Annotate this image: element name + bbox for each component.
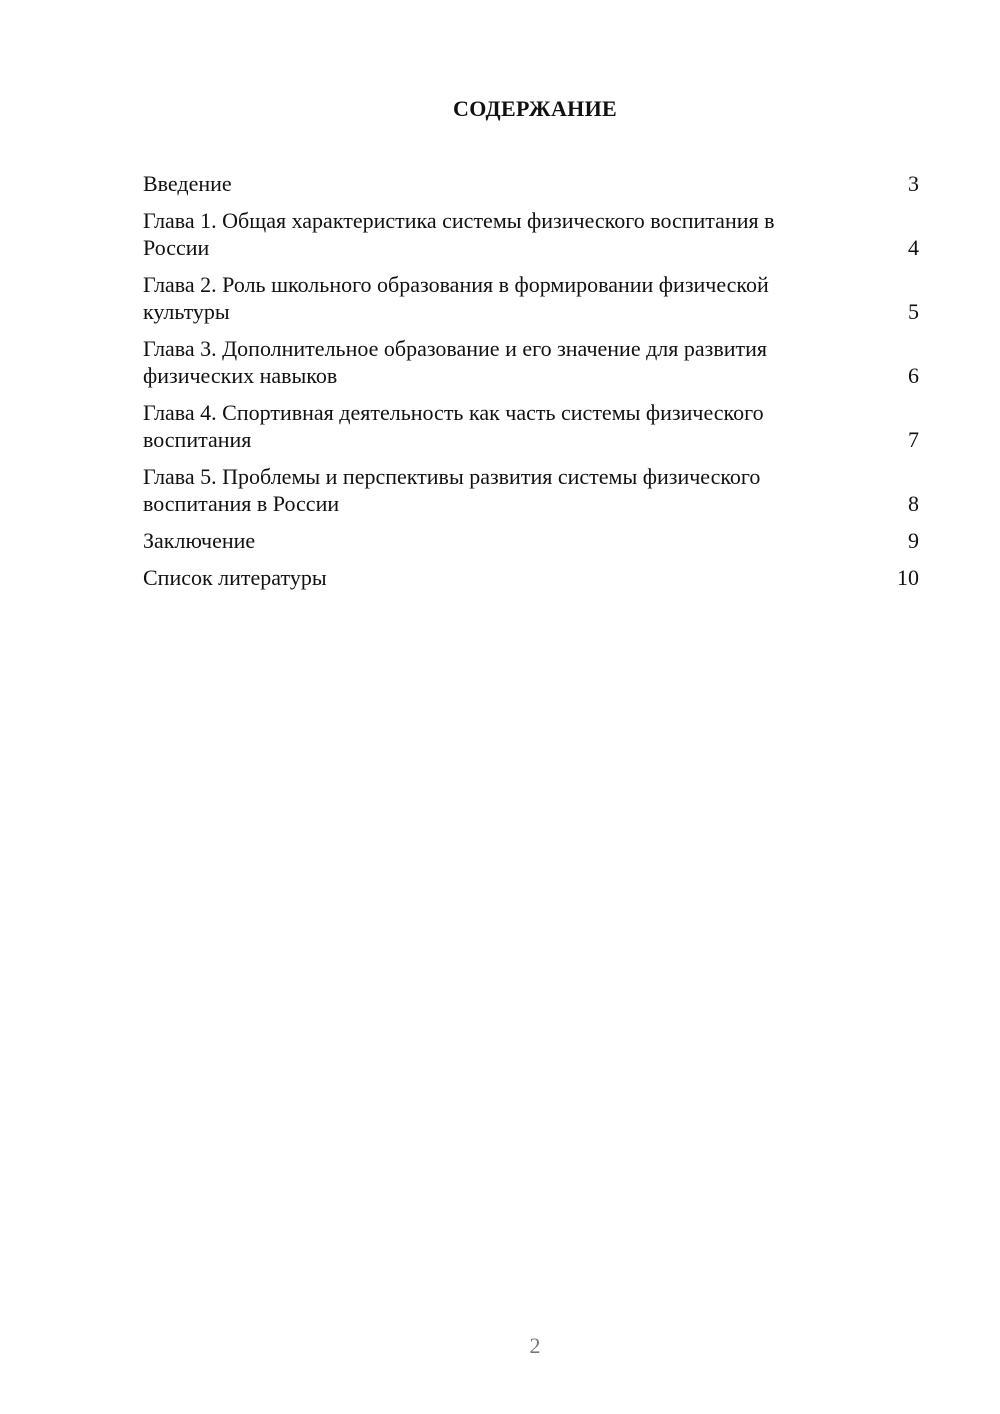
table-of-contents [143,170,919,601]
page-number: 2 [529,1333,541,1358]
toc-entry-references[interactable] [143,564,919,591]
toc-entry-page: 3 [908,171,919,196]
toc-entry-page: 4 [908,235,919,260]
page-title: СОДЕРЖАНИЕ [453,96,617,121]
toc-entry-conclusion[interactable] [143,527,919,554]
toc-entry-chapter-3[interactable] [143,335,919,389]
toc-entry-page: 7 [908,427,919,452]
toc-entry-chapter-2[interactable] [143,271,919,325]
toc-entry-introduction[interactable] [143,170,919,197]
toc-entry-text: Глава 3. Дополнительное образование и его значение для развития физических навыков [143,336,767,388]
toc-entry-text: Заключение [143,528,256,553]
toc-entry-page: 5 [908,299,919,324]
toc-entry-text: Глава 5. Проблемы и перспективы развития системы физического воспитания в России [143,464,761,516]
toc-entry-text: Введение [143,171,232,196]
toc-entry-text: Глава 4. Спортивная деятельность как часть системы физического воспитания [143,400,764,452]
toc-entry-page: 9 [908,528,919,553]
toc-entry-page: 10 [897,565,919,590]
toc-entry-chapter-1[interactable] [143,207,919,261]
toc-entry-page: 6 [908,363,919,388]
toc-entry-text: Глава 2. Роль школьного образования в формировании физической культуры [143,272,769,324]
toc-entry-text: Глава 1. Общая характеристика системы физического воспитания в России [143,208,775,260]
toc-entry-page: 8 [908,491,919,516]
toc-entry-chapter-4[interactable] [143,399,919,453]
toc-entry-chapter-5[interactable] [143,463,919,517]
toc-entry-text: Список литературы [143,565,327,590]
